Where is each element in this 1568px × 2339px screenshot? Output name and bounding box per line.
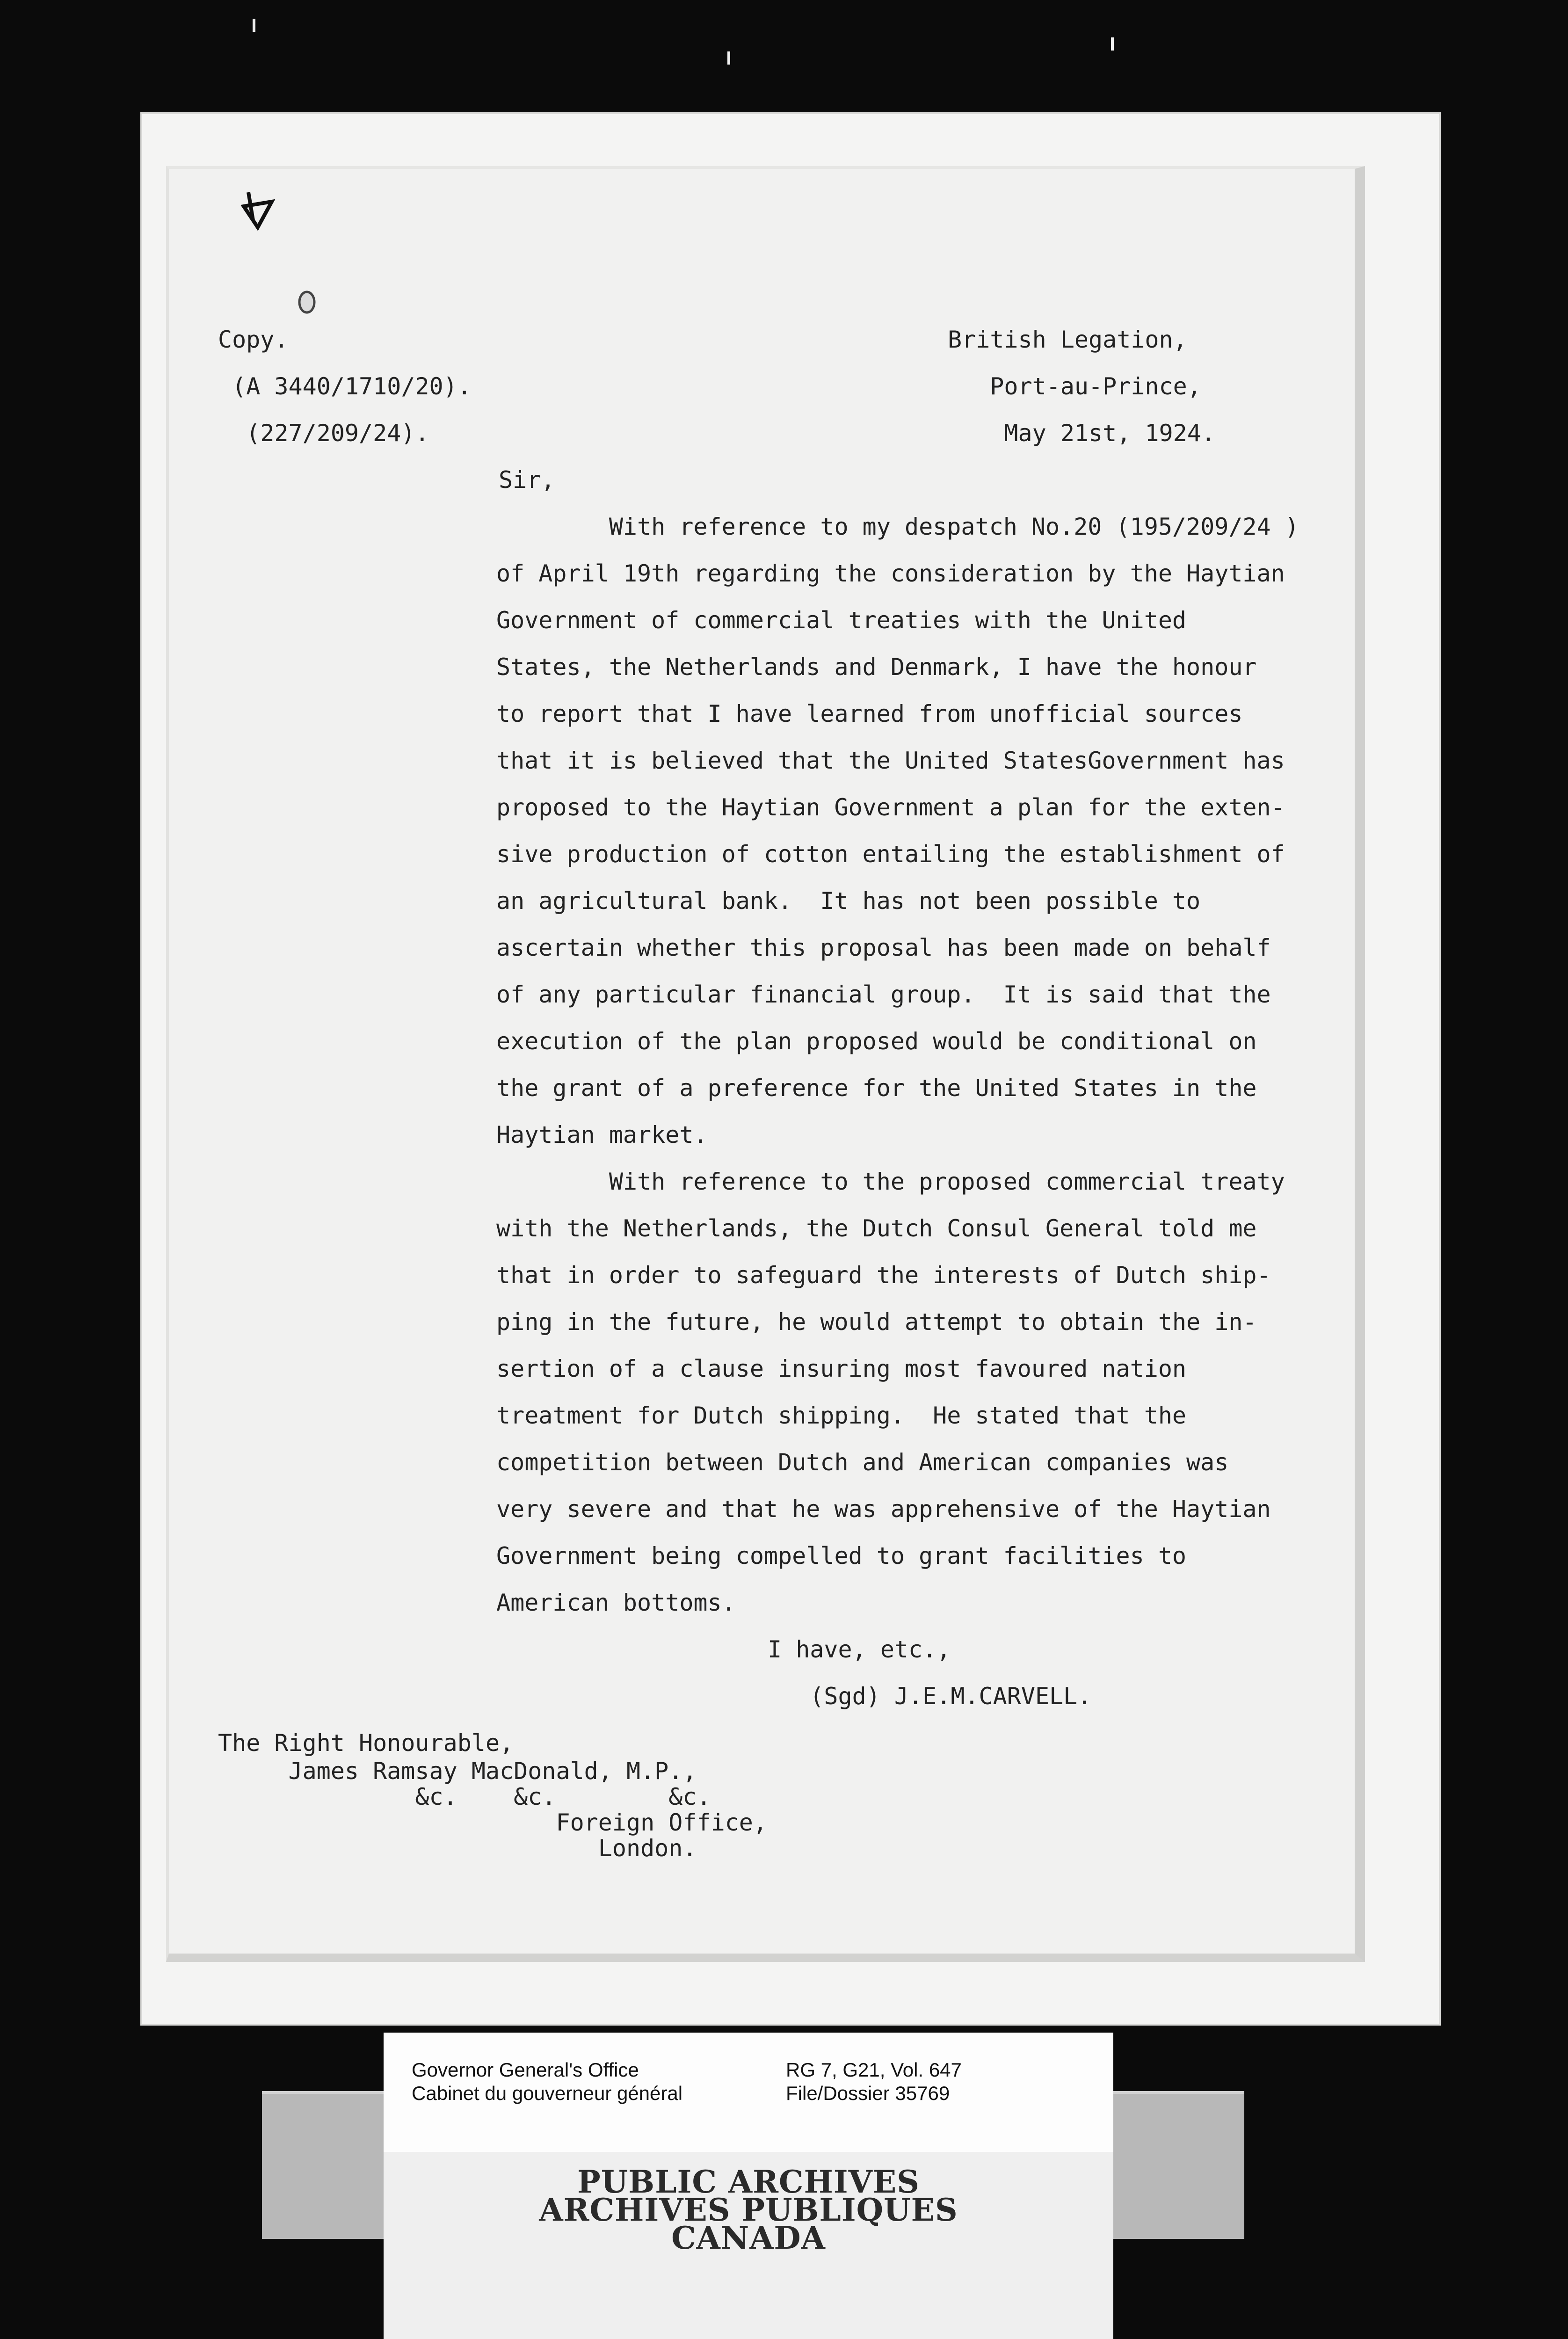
- body-line: very severe and that he was apprehensive of the Haytian: [496, 1496, 1271, 1523]
- signature: (Sgd) J.E.M.CARVELL.: [768, 1683, 1092, 1710]
- reference-column: [786, 2058, 962, 2105]
- body-line: With reference to my despatch No.20 (195/209/24 ): [496, 513, 1299, 540]
- letter-page: [166, 166, 1365, 1962]
- body-line: ascertain whether this proposal has been made on behalf: [496, 934, 1271, 961]
- record-group: RG 7, G21, Vol. 647: [786, 2059, 962, 2081]
- office-french: Cabinet du gouverneur général: [412, 2082, 683, 2104]
- body-line: an agricultural bank. It has not been possible to: [496, 887, 1201, 915]
- salutation: Sir,: [499, 466, 555, 494]
- body-line: proposed to the Haytian Government a plan for the exten-: [496, 794, 1285, 821]
- reference-number-b: (227/209/24).: [218, 420, 429, 447]
- punch-hole-icon: [295, 288, 319, 316]
- office-column: [412, 2058, 682, 2105]
- body-line: that in order to safeguard the interests of Dutch ship-: [496, 1262, 1271, 1289]
- closing-phrase: I have, etc.,: [768, 1636, 951, 1663]
- office-english: Governor General's Office: [412, 2059, 639, 2081]
- archive-line-1: PUBLIC ARCHIVES: [577, 2164, 920, 2200]
- archive-line-2: ARCHIVES PUBLIQUES: [539, 2192, 958, 2228]
- body-line: treatment for Dutch shipping. He stated that the: [496, 1402, 1187, 1429]
- addressee-line: James Ramsay MacDonald, M.P.,: [218, 1758, 697, 1785]
- body-line: execution of the plan proposed would be conditional on: [496, 1028, 1257, 1055]
- body-line: Government of commercial treaties with the United: [496, 607, 1187, 634]
- body-line: of any particular financial group. It is said that the: [496, 981, 1271, 1008]
- archive-line-3: CANADA: [671, 2220, 826, 2256]
- body-line: sertion of a clause insuring most favoured nation: [496, 1355, 1187, 1382]
- body-line: competition between Dutch and American companies was: [496, 1449, 1229, 1476]
- file-number: File/Dossier 35769: [786, 2082, 950, 2104]
- archive-stamp: [384, 2152, 1113, 2339]
- addressee-line: The Right Honourable,: [218, 1729, 514, 1757]
- body-line: of April 19th regarding the consideration by the Haytian: [496, 560, 1285, 587]
- film-scratch: [1111, 37, 1114, 51]
- body-line: Haytian market.: [496, 1121, 708, 1148]
- body-line: Government being compelled to grant facilities to: [496, 1542, 1187, 1569]
- reference-number-a: (A 3440/1710/20).: [218, 373, 472, 400]
- addressee-line: &c. &c. &c.: [218, 1783, 711, 1810]
- film-scratch: [727, 51, 730, 65]
- addressee-line: London.: [218, 1835, 697, 1862]
- body-line: that it is believed that the United StatesGovernment has: [496, 747, 1285, 774]
- body-line: to report that I have learned from unofficial sources: [496, 700, 1243, 727]
- body-line: ping in the future, he would attempt to obtain the in-: [496, 1308, 1257, 1336]
- film-scratch: [253, 19, 255, 32]
- body-line: with the Netherlands, the Dutch Consul General told me: [496, 1215, 1257, 1242]
- body-line: the grant of a preference for the United States in the: [496, 1075, 1257, 1102]
- reference-copy: Copy.: [218, 326, 289, 353]
- handwritten-mark-icon: [239, 188, 281, 234]
- sender-address: British Legation,: [948, 326, 1187, 353]
- body-line: sive production of cotton entailing the establishment of: [496, 841, 1285, 868]
- body-line: States, the Netherlands and Denmark, I have the honour: [496, 654, 1257, 681]
- letter-date: May 21st, 1924.: [948, 420, 1215, 447]
- sender-city: Port-au-Prince,: [948, 373, 1201, 400]
- addressee-line: Foreign Office,: [218, 1809, 767, 1836]
- archive-reference-label: [384, 2033, 1113, 2152]
- body-line: With reference to the proposed commercial treaty: [496, 1168, 1285, 1195]
- body-line: American bottoms.: [496, 1589, 736, 1616]
